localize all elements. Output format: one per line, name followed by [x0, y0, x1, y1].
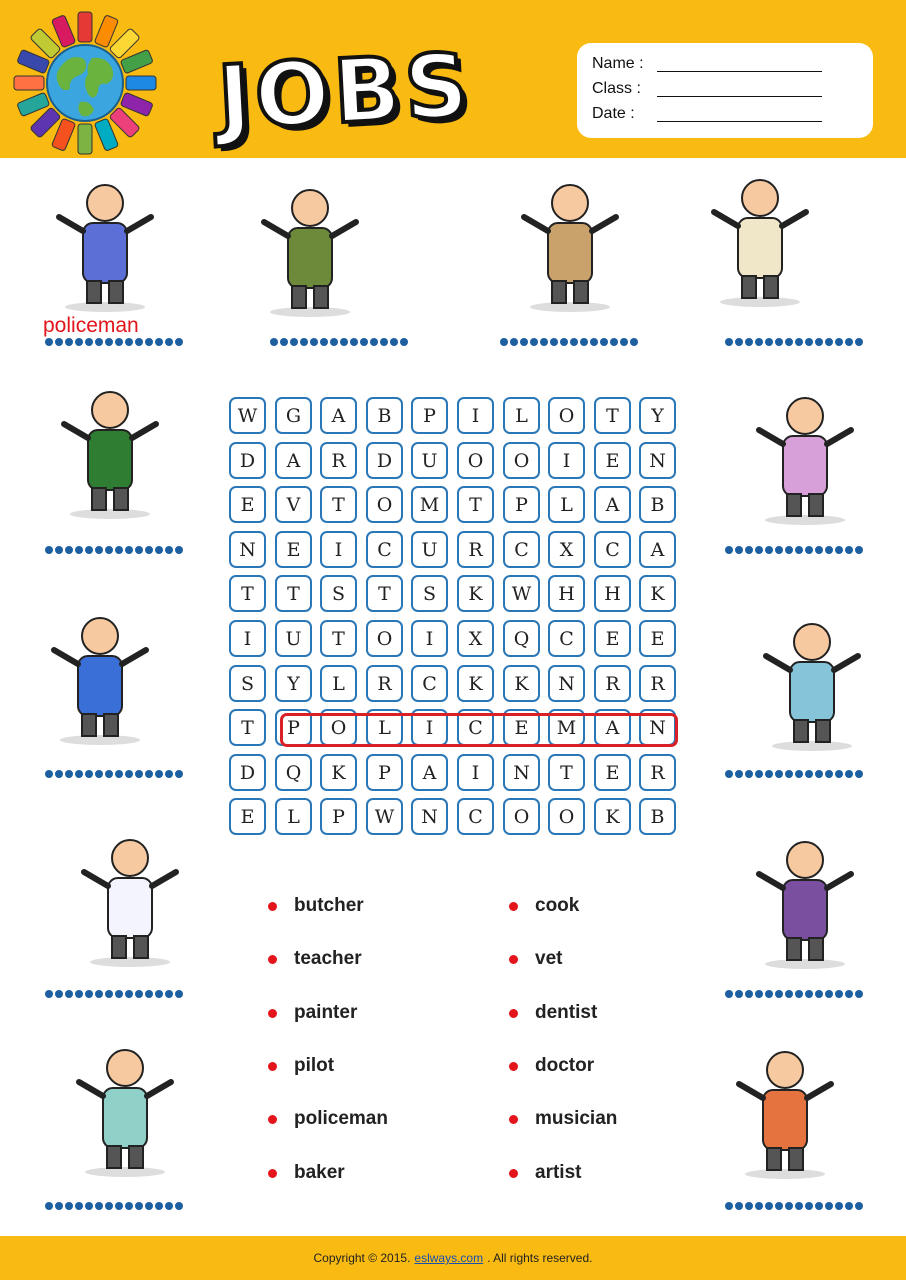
grid-cell[interactable]: Y: [275, 665, 312, 702]
grid-cell[interactable]: K: [594, 798, 631, 835]
grid-cell[interactable]: A: [320, 397, 357, 434]
example-answer-label: policeman: [43, 314, 139, 337]
grid-cell[interactable]: R: [366, 665, 403, 702]
answer-blank[interactable]: [45, 1202, 183, 1212]
teacher-icon: [735, 822, 875, 977]
grid-cell[interactable]: T: [457, 486, 494, 523]
grid-cell[interactable]: C: [594, 531, 631, 568]
header-banner: [0, 0, 906, 158]
bullet-icon: [268, 1062, 277, 1071]
grid-cell[interactable]: L: [366, 709, 403, 746]
date-label: Date :: [592, 105, 635, 122]
grid-cell[interactable]: O: [366, 486, 403, 523]
grid-cell[interactable]: N: [411, 798, 448, 835]
cook-icon: [60, 820, 200, 975]
grid-cell[interactable]: I: [457, 754, 494, 791]
bullet-icon: [268, 1115, 277, 1124]
answer-blank[interactable]: [270, 338, 408, 348]
grid-cell[interactable]: A: [411, 754, 448, 791]
grid-cell[interactable]: N: [639, 709, 676, 746]
grid-cell[interactable]: U: [411, 442, 448, 479]
word-item: doctor: [535, 1054, 595, 1076]
grid-cell[interactable]: Q: [275, 754, 312, 791]
copyright-text: Copyright © 2015.: [313, 1251, 411, 1265]
grid-cell[interactable]: E: [594, 620, 631, 657]
grid-cell[interactable]: P: [275, 709, 312, 746]
grid-cell[interactable]: U: [275, 620, 312, 657]
bullet-icon: [509, 1062, 518, 1071]
answer-blank[interactable]: [500, 338, 638, 348]
answer-blank[interactable]: [725, 1202, 863, 1212]
grid-cell[interactable]: C: [548, 620, 585, 657]
grid-cell[interactable]: E: [503, 709, 540, 746]
word-item: dentist: [535, 1001, 598, 1023]
grid-cell[interactable]: E: [229, 486, 266, 523]
grid-cell[interactable]: I: [548, 442, 585, 479]
grid-cell[interactable]: T: [275, 575, 312, 612]
page-title: JOBS: [215, 33, 475, 150]
grid-cell[interactable]: K: [457, 575, 494, 612]
grid-cell[interactable]: P: [366, 754, 403, 791]
grid-cell[interactable]: I: [457, 397, 494, 434]
word-item: pilot: [294, 1054, 335, 1076]
word-item: butcher: [294, 895, 364, 916]
vet-icon: [500, 165, 640, 320]
grid-cell[interactable]: O: [457, 442, 494, 479]
grid-cell[interactable]: E: [275, 531, 312, 568]
bullet-icon: [268, 1009, 277, 1018]
bullet-icon: [509, 902, 518, 911]
grid-cell[interactable]: M: [411, 486, 448, 523]
grid-cell[interactable]: U: [411, 531, 448, 568]
word-item: cook: [535, 895, 580, 916]
musician-icon: [735, 378, 875, 533]
butcher-icon: [715, 1032, 855, 1187]
grid-cell[interactable]: T: [229, 575, 266, 612]
grid-cell[interactable]: O: [503, 798, 540, 835]
answer-blank[interactable]: [725, 990, 863, 1000]
grid-cell[interactable]: O: [548, 798, 585, 835]
word-item: vet: [535, 948, 563, 970]
baker-icon: [690, 160, 830, 315]
doctor-icon: [55, 1030, 195, 1185]
grid-cell[interactable]: P: [411, 397, 448, 434]
bullet-icon: [509, 1115, 518, 1124]
bullet-icon: [509, 1009, 518, 1018]
grid-cell[interactable]: P: [503, 486, 540, 523]
grid-cell[interactable]: B: [639, 486, 676, 523]
answer-blank[interactable]: [45, 546, 183, 556]
grid-cell[interactable]: S: [320, 575, 357, 612]
grid-cell[interactable]: R: [639, 754, 676, 791]
site-link[interactable]: eslways.com: [414, 1251, 484, 1265]
grid-cell[interactable]: L: [275, 798, 312, 835]
bullet-icon: [268, 902, 277, 911]
grid-cell[interactable]: V: [275, 486, 312, 523]
grid-cell[interactable]: T: [366, 575, 403, 612]
grid-cell[interactable]: T: [548, 754, 585, 791]
answer-blank[interactable]: [45, 338, 183, 348]
grid-cell[interactable]: S: [229, 665, 266, 702]
grid-cell[interactable]: T: [229, 709, 266, 746]
pilot-icon: [30, 598, 170, 753]
rights-text: . All rights reserved.: [487, 1251, 593, 1265]
answer-blank[interactable]: [45, 770, 183, 780]
word-item: musician: [535, 1108, 618, 1130]
answer-blank[interactable]: [725, 546, 863, 556]
grid-cell[interactable]: I: [320, 531, 357, 568]
grid-cell[interactable]: C: [457, 798, 494, 835]
grid-cell[interactable]: B: [366, 397, 403, 434]
grid-cell[interactable]: W: [366, 798, 403, 835]
answer-blank[interactable]: [725, 338, 863, 348]
grid-cell[interactable]: H: [594, 575, 631, 612]
grid-cell[interactable]: K: [457, 665, 494, 702]
answer-blank[interactable]: [725, 770, 863, 780]
grid-cell[interactable]: W: [503, 575, 540, 612]
class-label: Class :: [592, 80, 641, 97]
word-item: baker: [294, 1161, 345, 1183]
grid-cell[interactable]: C: [366, 531, 403, 568]
grid-cell[interactable]: C: [503, 531, 540, 568]
grid-cell[interactable]: I: [229, 620, 266, 657]
grid-cell[interactable]: O: [548, 397, 585, 434]
grid-cell[interactable]: P: [320, 798, 357, 835]
answer-blank[interactable]: [45, 990, 183, 1000]
grid-cell[interactable]: E: [594, 442, 631, 479]
grid-cell[interactable]: N: [503, 754, 540, 791]
grid-cell[interactable]: R: [320, 442, 357, 479]
grid-cell[interactable]: W: [229, 397, 266, 434]
grid-cell[interactable]: T: [594, 397, 631, 434]
grid-cell[interactable]: C: [411, 665, 448, 702]
word-item: painter: [294, 1001, 358, 1023]
grid-cell[interactable]: L: [320, 665, 357, 702]
policeman-icon: [35, 165, 175, 320]
class-field[interactable]: [657, 96, 822, 97]
grid-cell[interactable]: B: [639, 798, 676, 835]
grid-cell[interactable]: E: [639, 620, 676, 657]
grid-cell[interactable]: N: [639, 442, 676, 479]
grid-cell[interactable]: I: [411, 709, 448, 746]
grid-cell[interactable]: T: [320, 620, 357, 657]
footer: [0, 1236, 906, 1280]
grid-cell[interactable]: D: [229, 442, 266, 479]
bullet-icon: [268, 1169, 277, 1178]
grid-cell[interactable]: K: [639, 575, 676, 612]
grid-cell[interactable]: H: [548, 575, 585, 612]
word-item: artist: [535, 1161, 582, 1183]
grid-cell[interactable]: L: [548, 486, 585, 523]
found-word-highlight: [280, 713, 678, 747]
grid-cell[interactable]: R: [639, 665, 676, 702]
grid-cell[interactable]: I: [411, 620, 448, 657]
student-info-box: [577, 43, 873, 138]
grid-cell[interactable]: N: [548, 665, 585, 702]
painter-spill-icon: [240, 170, 380, 325]
grid-cell[interactable]: R: [594, 665, 631, 702]
bullet-icon: [268, 955, 277, 964]
grid-cell[interactable]: S: [411, 575, 448, 612]
grid-cell[interactable]: D: [366, 442, 403, 479]
grid-cell[interactable]: M: [548, 709, 585, 746]
grid-cell[interactable]: G: [275, 397, 312, 434]
grid-cell[interactable]: K: [503, 665, 540, 702]
grid-cell[interactable]: A: [275, 442, 312, 479]
bullet-icon: [509, 955, 518, 964]
grid-cell[interactable]: D: [229, 754, 266, 791]
grid-cell[interactable]: O: [503, 442, 540, 479]
grid-cell[interactable]: N: [229, 531, 266, 568]
grid-cell[interactable]: Q: [503, 620, 540, 657]
name-field[interactable]: [657, 71, 822, 72]
grid-cell[interactable]: A: [594, 709, 631, 746]
grid-cell[interactable]: O: [366, 620, 403, 657]
grid-cell[interactable]: T: [320, 486, 357, 523]
grid-cell[interactable]: K: [320, 754, 357, 791]
grid-cell[interactable]: X: [457, 620, 494, 657]
grid-cell[interactable]: O: [320, 709, 357, 746]
date-field[interactable]: [657, 121, 822, 122]
grid-cell[interactable]: L: [503, 397, 540, 434]
grid-cell[interactable]: E: [229, 798, 266, 835]
grid-cell[interactable]: E: [594, 754, 631, 791]
globe-pencils-icon: [10, 10, 160, 160]
grid-cell[interactable]: C: [457, 709, 494, 746]
grid-cell[interactable]: A: [639, 531, 676, 568]
grid-cell[interactable]: R: [457, 531, 494, 568]
artist-icon: [40, 372, 180, 527]
name-label: Name :: [592, 55, 644, 72]
word-item: teacher: [294, 948, 362, 970]
grid-cell[interactable]: X: [548, 531, 585, 568]
word-item: policeman: [294, 1108, 388, 1130]
grid-cell[interactable]: A: [594, 486, 631, 523]
dentist-icon: [742, 604, 882, 759]
bullet-icon: [509, 1169, 518, 1178]
grid-cell[interactable]: Y: [639, 397, 676, 434]
